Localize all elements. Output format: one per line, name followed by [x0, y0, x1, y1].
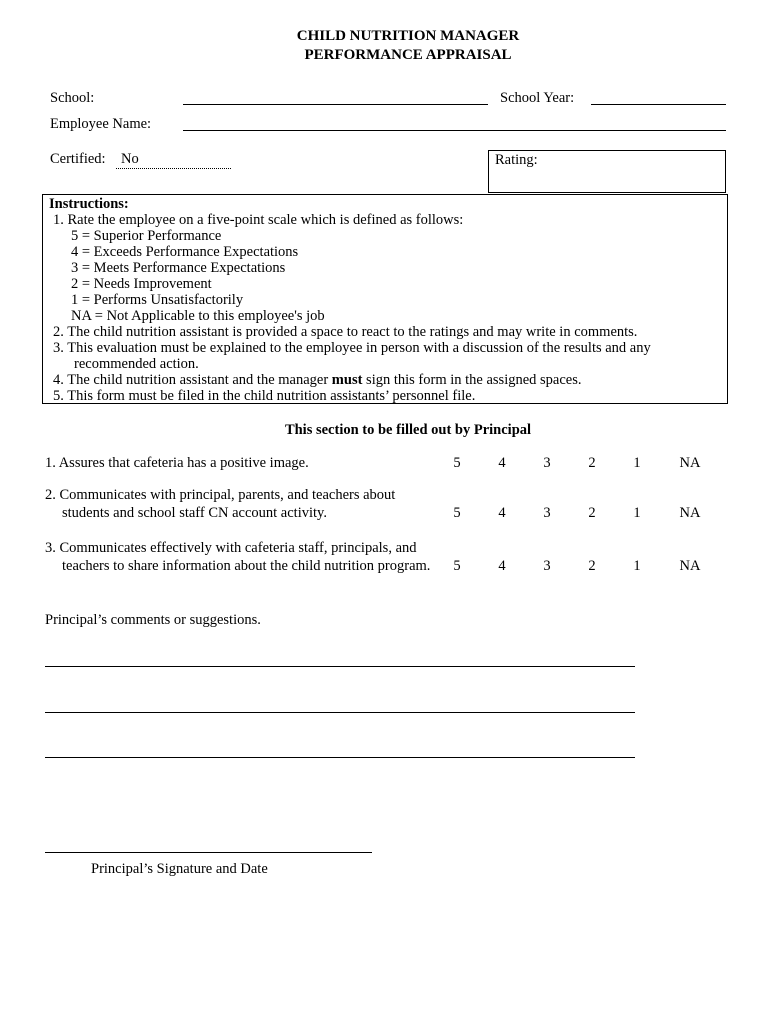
- instruction-item-4-bold: must: [331, 372, 363, 388]
- criterion-3-text: 3. Communicates effectively with cafeteria staff, principals, and: [45, 540, 417, 556]
- certified-label: Certified:: [50, 151, 106, 167]
- rating-2[interactable]: 2: [588, 505, 596, 521]
- scale-item: 1 = Performs Unsatisfactorily: [71, 292, 244, 308]
- criterion-3-text-cont: teachers to share information about the child nutrition program.: [62, 558, 431, 574]
- rating-5[interactable]: 5: [453, 558, 461, 574]
- instruction-item-4: [53, 372, 582, 388]
- comments-label: Principal’s comments or suggestions.: [45, 612, 261, 628]
- instructions-box: [42, 194, 728, 404]
- instruction-item-3-cont: recommended action.: [74, 356, 199, 372]
- criterion-2-text: 2. Communicates with principal, parents, and teachers about: [45, 487, 396, 503]
- instructions-heading: Instructions:: [49, 196, 129, 212]
- rating-4[interactable]: 4: [498, 558, 506, 574]
- instruction-item-3: 3. This evaluation must be explained to the employee in person with a discussion of the results and any: [53, 340, 651, 356]
- instruction-item-4-pre: 4. The child nutrition assistant and the manager: [53, 372, 332, 388]
- rating-na[interactable]: NA: [679, 455, 701, 471]
- rating-1[interactable]: 1: [633, 455, 641, 471]
- section-heading: This section to be filled out by Principal: [284, 422, 532, 438]
- instruction-item-1: 1. Rate the employee on a five-point scale which is defined as follows:: [53, 212, 464, 228]
- instruction-item-4-post: sign this form in the assigned spaces.: [362, 372, 582, 388]
- rating-2[interactable]: 2: [588, 558, 596, 574]
- rating-1[interactable]: 1: [633, 505, 641, 521]
- employee-name-label: Employee Name:: [50, 116, 152, 132]
- rating-5[interactable]: 5: [453, 505, 461, 521]
- rating-5[interactable]: 5: [453, 455, 461, 471]
- page-title-line2: PERFORMANCE APPRAISAL: [304, 47, 512, 63]
- rating-2[interactable]: 2: [588, 455, 596, 471]
- school-year-label: School Year:: [500, 90, 575, 106]
- comments-line-2[interactable]: [45, 712, 635, 713]
- rating-box[interactable]: [488, 150, 726, 193]
- rating-4[interactable]: 4: [498, 505, 506, 521]
- rating-4[interactable]: 4: [498, 455, 506, 471]
- rating-1[interactable]: 1: [633, 558, 641, 574]
- rating-na[interactable]: NA: [679, 558, 701, 574]
- scale-item: 4 = Exceeds Performance Expectations: [71, 244, 299, 260]
- signature-label: Principal’s Signature and Date: [91, 861, 268, 877]
- signature-line[interactable]: [45, 852, 372, 853]
- scale-item: 5 = Superior Performance: [71, 228, 222, 244]
- criterion-2-text-cont: students and school staff CN account activity.: [62, 505, 327, 521]
- employee-name-field[interactable]: [183, 130, 726, 131]
- comments-line-1[interactable]: [45, 666, 635, 667]
- rating-label: Rating:: [495, 152, 538, 168]
- comments-line-3[interactable]: [45, 757, 635, 758]
- instruction-item-2: 2. The child nutrition assistant is provided a space to react to the ratings and may write in comments.: [53, 324, 638, 340]
- page-title-line1: CHILD NUTRITION MANAGER: [296, 28, 520, 44]
- certified-value: No: [116, 151, 231, 169]
- school-label: School:: [50, 90, 95, 106]
- rating-3[interactable]: 3: [543, 505, 551, 521]
- scale-item: 2 = Needs Improvement: [71, 276, 212, 292]
- rating-3[interactable]: 3: [543, 558, 551, 574]
- school-field[interactable]: [183, 104, 488, 105]
- criterion-1-text: 1. Assures that cafeteria has a positive image.: [45, 455, 309, 471]
- rating-3[interactable]: 3: [543, 455, 551, 471]
- instruction-item-5: 5. This form must be filed in the child nutrition assistants’ personnel file.: [53, 388, 476, 404]
- scale-item: 3 = Meets Performance Expectations: [71, 260, 286, 276]
- school-year-field[interactable]: [591, 104, 726, 105]
- rating-na[interactable]: NA: [679, 505, 701, 521]
- scale-item: NA = Not Applicable to this employee's job: [71, 308, 325, 324]
- certified-field[interactable]: [116, 151, 231, 169]
